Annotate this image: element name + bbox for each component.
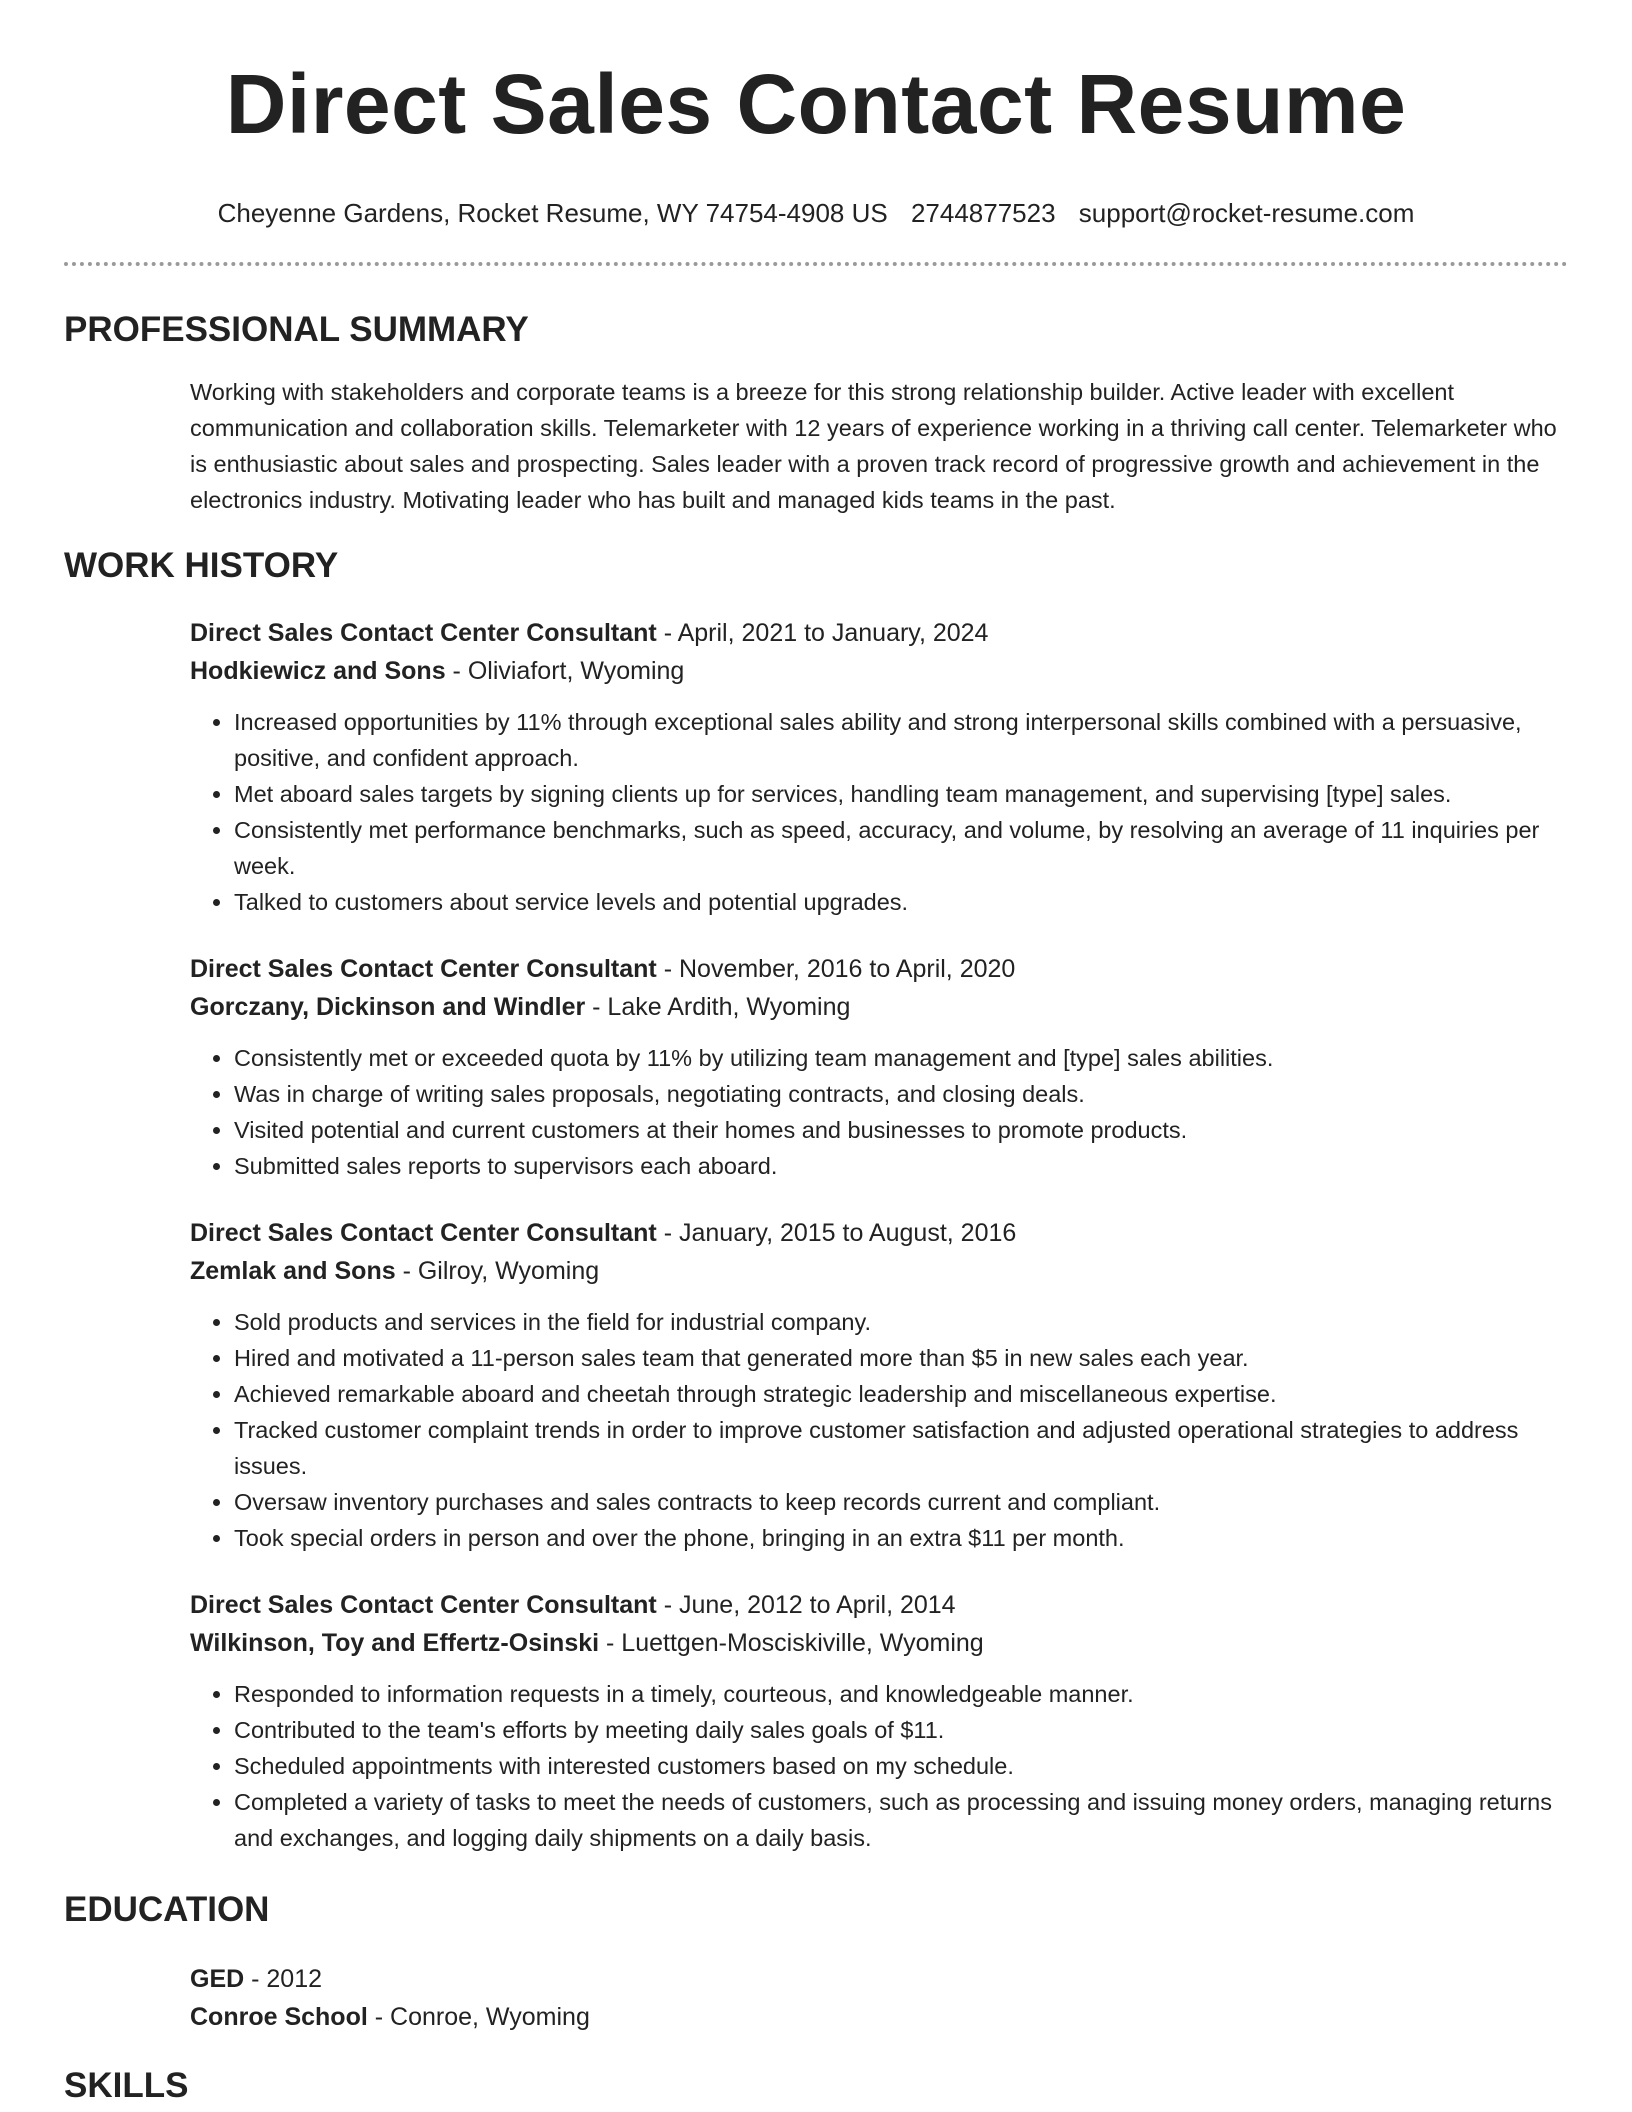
header-divider — [64, 262, 1568, 266]
education-year: - 2012 — [244, 1965, 323, 1993]
job-title-line — [190, 950, 1568, 988]
bullet-item: • Contributed to the team's efforts by meeting daily sales goals of $11. — [234, 1712, 1568, 1748]
section-title-education: EDUCATION — [64, 1890, 270, 1929]
education-degree-line — [190, 1960, 1568, 1998]
section-title-work-history: WORK HISTORY — [64, 546, 339, 585]
job-location: - Oliviafort, Wyoming — [445, 657, 685, 685]
job-company-line — [190, 988, 1568, 1026]
bullet-item: • Was in charge of writing sales proposals, negotiating contracts, and closing deals. — [234, 1076, 1568, 1112]
job-position: Direct Sales Contact Center Consultant — [190, 619, 657, 647]
job-dates: - June, 2012 to April, 2014 — [656, 1591, 956, 1619]
bullet-item: • Oversaw inventory purchases and sales contracts to keep records current and compliant. — [234, 1484, 1568, 1520]
job-location: - Gilroy, Wyoming — [395, 1257, 600, 1285]
job-bullets — [190, 704, 1568, 920]
bullet-item: • Hired and motivated a 11-person sales team that generated more than $5 in new sales each year. — [234, 1340, 1568, 1376]
summary-text: Working with stakeholders and corporate teams is a breeze for this strong relationship builder. Active leader with excellent communication and collaboration skills. Telemarketer with 12 years of experience working in a thriving call center. Telemarketer who is enthusiastic about sales and prospecting. Sales leader with a proven track record of progressive growth and achievement in the electronics industry. Motivating leader who has built and managed kids teams in the past. — [190, 379, 1557, 513]
education-location: - Conroe, Wyoming — [367, 2003, 590, 2031]
job-position: Direct Sales Contact Center Consultant — [190, 1219, 657, 1247]
bullet-item: • Achieved remarkable aboard and cheetah through strategic leadership and miscellaneous expertise. — [234, 1376, 1568, 1412]
bullet-item: • Completed a variety of tasks to meet the needs of customers, such as processing and issuing money orders, managing returns and exchanges, and logging daily shipments on a daily basis. — [234, 1784, 1568, 1856]
job-title-line — [190, 1214, 1568, 1252]
job-company-line — [190, 1624, 1568, 1662]
job-entry — [190, 1214, 1568, 1556]
contact-email: support@rocket-resume.com — [1078, 198, 1415, 228]
bullet-item: • Tracked customer complaint trends in order to improve customer satisfaction and adjusted operational strategies to address issues. — [234, 1412, 1568, 1484]
resume-title: Direct Sales Contact Resume — [225, 57, 1407, 151]
job-company: Zemlak and Sons — [190, 1257, 396, 1285]
job-bullets — [190, 1040, 1568, 1184]
bullet-item: • Met aboard sales targets by signing clients up for services, handling team management, and supervising [type] sales. — [234, 776, 1568, 812]
resume-page — [64, 0, 1568, 2108]
section-title-summary: PROFESSIONAL SUMMARY — [64, 310, 529, 349]
bullet-item: • Responded to information requests in a timely, courteous, and knowledgeable manner. — [234, 1676, 1568, 1712]
bullet-item: • Increased opportunities by 11% through exceptional sales ability and strong interpersonal skills combined with a persuasive, positive, and confident approach. — [234, 704, 1568, 776]
job-position: Direct Sales Contact Center Consultant — [190, 1591, 657, 1619]
job-location: - Luettgen-Mosciskiville, Wyoming — [599, 1629, 984, 1657]
bullet-item: • Visited potential and current customers at their homes and businesses to promote products. — [234, 1112, 1568, 1148]
contact-line — [64, 196, 1568, 230]
job-title-line — [190, 614, 1568, 652]
section-title-skills: SKILLS — [64, 2066, 189, 2105]
job-company: Gorczany, Dickinson and Windler — [190, 993, 586, 1021]
job-position: Direct Sales Contact Center Consultant — [190, 955, 657, 983]
bullet-item: • Consistently met performance benchmarks, such as speed, accuracy, and volume, by resolving an average of 11 inquiries per week. — [234, 812, 1568, 884]
job-company: Hodkiewicz and Sons — [190, 657, 446, 685]
bullet-item: • Sold products and services in the field for industrial company. — [234, 1304, 1568, 1340]
education-entry — [190, 1960, 1568, 2036]
bullet-item: • Consistently met or exceeded quota by 11% by utilizing team management and [type] sales abilities. — [234, 1040, 1568, 1076]
job-entry — [190, 950, 1568, 1184]
bullet-item: • Submitted sales reports to supervisors each aboard. — [234, 1148, 1568, 1184]
job-company-line — [190, 1252, 1568, 1290]
contact-phone: 2744877523 — [910, 198, 1056, 228]
education-school: Conroe School — [190, 2003, 368, 2031]
job-entry — [190, 614, 1568, 920]
job-bullets — [190, 1304, 1568, 1556]
job-company: Wilkinson, Toy and Effertz-Osinski — [190, 1629, 600, 1657]
job-entry — [190, 1586, 1568, 1856]
job-title-line — [190, 1586, 1568, 1624]
bullet-item: • Took special orders in person and over the phone, bringing in an extra $11 per month. — [234, 1520, 1568, 1556]
job-dates: - November, 2016 to April, 2020 — [656, 955, 1016, 983]
education-school-line — [190, 1998, 1568, 2036]
job-bullets — [190, 1676, 1568, 1856]
job-location: - Lake Ardith, Wyoming — [585, 993, 851, 1021]
job-dates: - January, 2015 to August, 2016 — [656, 1219, 1017, 1247]
job-company-line — [190, 652, 1568, 690]
job-dates: - April, 2021 to January, 2024 — [656, 619, 989, 647]
education-degree: GED — [190, 1965, 245, 1993]
bullet-item: • Scheduled appointments with interested customers based on my schedule. — [234, 1748, 1568, 1784]
contact-address: Cheyenne Gardens, Rocket Resume, WY 74754-4908 US — [217, 198, 888, 228]
bullet-item: • Talked to customers about service levels and potential upgrades. — [234, 884, 1568, 920]
